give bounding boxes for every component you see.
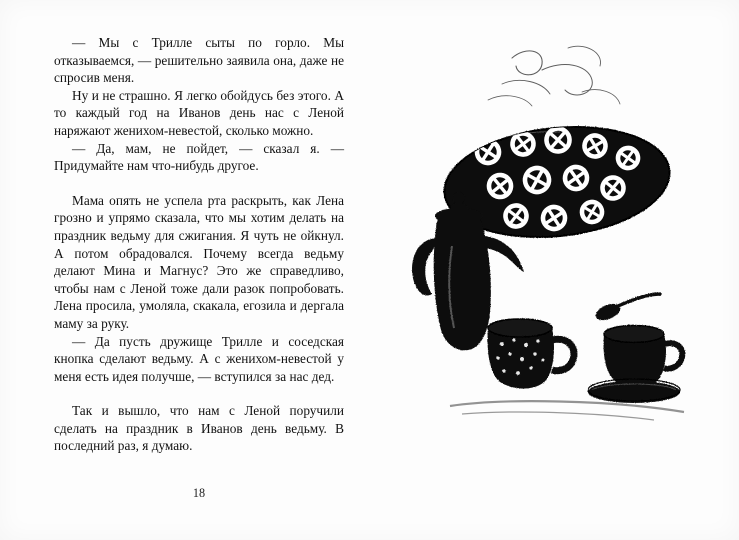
paragraph: — Да, мам, не пойдет, — сказал я. — Придумайте нам что-нибудь другое. [54, 140, 344, 174]
text-column [54, 34, 344, 455]
mug [488, 319, 574, 389]
page-number: 18 [192, 486, 206, 500]
cup-and-saucer [588, 326, 682, 404]
ink-illustration [392, 40, 712, 430]
paragraph: — Да пусть дружище Трилле и соседская кнопка сделают ведьму. А с женихом-невестой у меня есть идея получше, — вступился за нас дед. [54, 333, 344, 384]
paragraph: Ну и не страшно. Я легко обойдусь без этого. А то каждый год на Иванов день нас с Леной наряжают женихом-невестой, сколько можно. [54, 87, 344, 138]
ink-smudge [450, 401, 684, 420]
paragraph: Мама опять не успела рта раскрыть, как Лена грозно и упрямо сказала, что мы хотим делать на праздник ведьму для сжигания. Я чуть не ойкнул. А потом обрадовался. Почему всегда ведьму делают Мина и Магнус? Это же справедливо, чтобы нам с Леной тоже дали разок попробовать. Лена просила, умоляла, скакала, егозила и дергала маму за руку. [54, 192, 344, 331]
paragraph: Так и вышло, что нам с Леной поручили сделать на праздник в Иванов день ведьму. В последний раз, я думаю. [54, 403, 344, 454]
spoon [593, 294, 660, 323]
paragraph: — Мы с Трилле сыты по горло. Мы отказываемся, — решительно заявила она, даже не спросив меня. [54, 35, 344, 86]
steam [488, 46, 620, 106]
